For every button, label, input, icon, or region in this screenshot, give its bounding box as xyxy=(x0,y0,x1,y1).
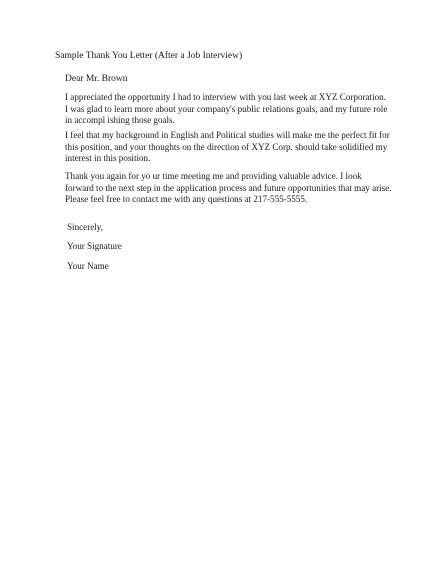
letter-signature: Your Signature xyxy=(67,241,122,251)
letter-salutation: Dear Mr. Brown xyxy=(65,74,128,84)
paragraph-3 xyxy=(65,171,392,206)
paragraph-line: I was glad to learn more about your company's public relations goals, and my future role xyxy=(65,103,388,114)
letter-name: Your Name xyxy=(67,261,109,271)
letter-closing: Sincerely, xyxy=(67,222,104,232)
paragraph-line: Please feel free to contact me with any questions at 217-555-5555. xyxy=(65,194,308,205)
paragraph-line: I feel that my background in English and Political studies will make me the perfect fit for xyxy=(65,130,390,140)
paragraph-line: this position, and your thoughts on the direction of XYZ Corp. should take solidified my xyxy=(65,141,388,152)
paragraph-line: interest in this position. xyxy=(65,153,151,164)
paragraph-2 xyxy=(65,130,390,165)
paragraph-line: in accompl ishing those goals. xyxy=(65,115,175,126)
paragraph-1 xyxy=(65,92,388,127)
letter-title: Sample Thank You Letter (After a Job Interview) xyxy=(55,51,243,61)
paragraph-line: Thank you again for yo ur time meeting me and providing valuable advice. I look xyxy=(65,171,362,181)
paragraph-line: I appreciated the opportunity I had to interview with you last week at XYZ Corporation. xyxy=(65,92,386,102)
paragraph-line: forward to the next step in the application process and future opportunities that may arise. xyxy=(65,182,392,193)
